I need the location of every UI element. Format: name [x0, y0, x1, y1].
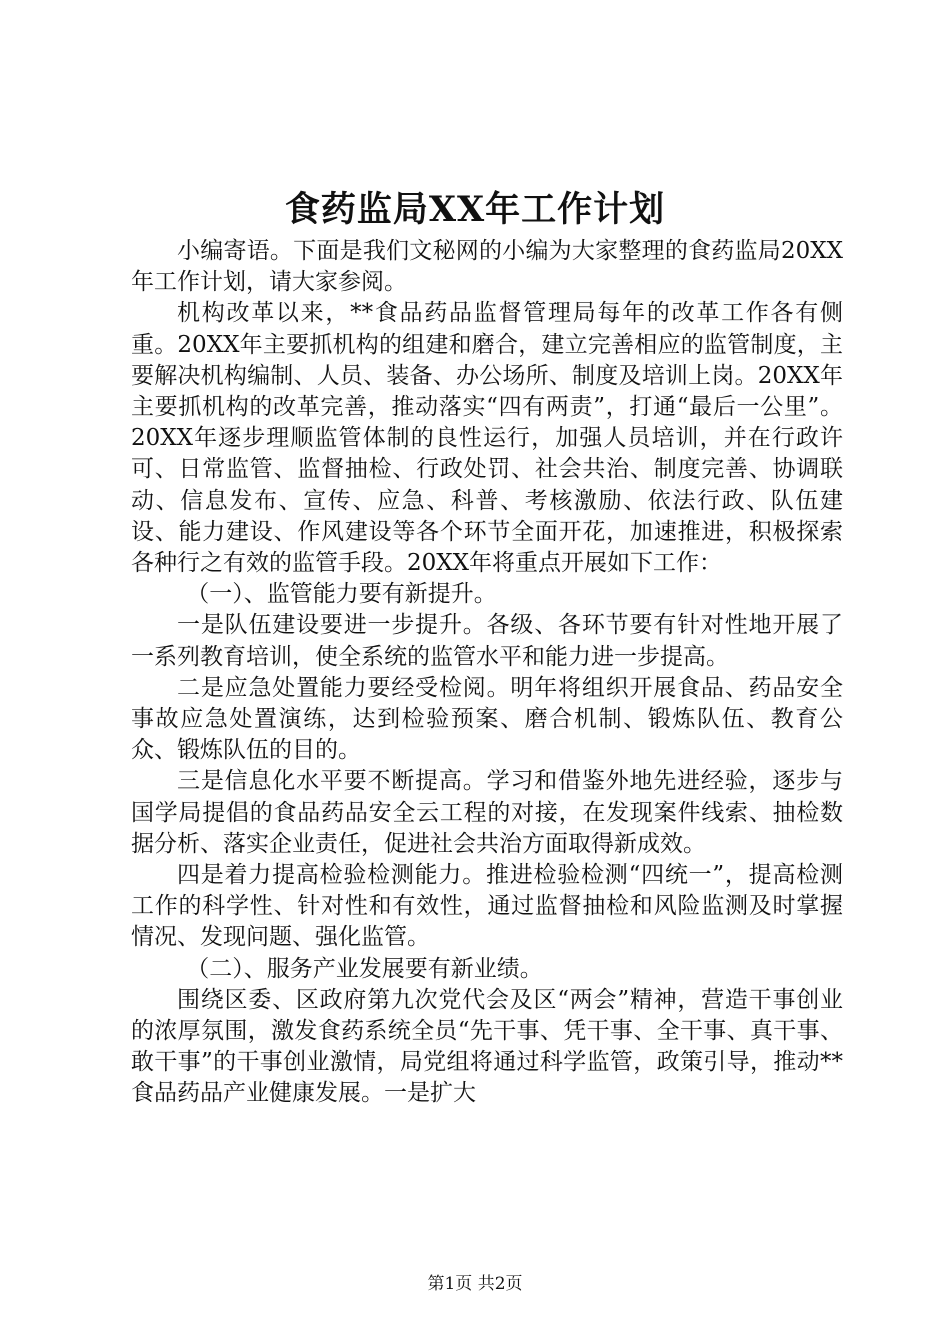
paragraph-item-1: 一是队伍建设要进一步提升。各级、各环节要有针对性地开展了一系列教育培训，使全系统的监管水平和能力进一步提高。: [131, 612, 843, 670]
section-heading-1: （一）、监管能力要有新提升。: [186, 581, 497, 608]
paragraph-service: 围绕区委、区政府第九次党代会及区“两会”精神，营造干事创业的浓厚氛围，激发食药系统全员“先干事、凭干事、全干事、真干事、敢干事”的干事创业激情，局党组将通过科学监管，政策引导，推动**食品药品产业健康发展。一是扩大: [131, 986, 843, 1107]
section-heading-2: （二）、服务产业发展要有新业绩。: [186, 955, 543, 982]
document-title: 食药监局XX年工作计划: [284, 189, 666, 230]
page-footer: 第1页 共2页: [427, 1274, 523, 1294]
paragraph-intro: 小编寄语。下面是我们文秘网的小编为大家整理的食药监局20XX年工作计划，请大家参阅。: [131, 238, 843, 296]
paragraph-item-2: 二是应急处置能力要经受检阅。明年将组织开展食品、药品安全事故应急处置演练，达到检验预案、磨合机制、锻炼队伍、教育公众、锻炼队伍的目的。: [131, 674, 843, 764]
paragraph-item-3: 三是信息化水平要不断提高。学习和借鉴外地先进经验，逐步与国学局提倡的食品药品安全云工程的对接，在发现案件线索、抽检数据分析、落实企业责任，促进社会共治方面取得新成效。: [131, 768, 843, 857]
document-body: [131, 236, 843, 1110]
paragraph-reform: 机构改革以来，**食品药品监督管理局每年的改革工作各有侧重。20XX年主要抓机构的组建和磨合，建立完善相应的监管制度，主要解决机构编制、人员、装备、办公场所、制度及培训上岗。20XX年主要抓机构的改革完善，推动落实“四有两责”，打通“最后一公里”。20XX年逐步理顺监管体制的良性运行，加强人员培训，并在行政许可、日常监管、监督抽检、行政处罚、社会共治、制度完善、协调联动、信息发布、宣传、应急、科普、考核激励、依法行政、队伍建设、能力建设、作风建设等各个环节全面开花，加速推进，积极探索各种行之有效的监管手段。20XX年将重点开展如下工作：: [131, 300, 843, 577]
paragraph-item-4: 四是着力提高检验检测能力。推进检验检测“四统一”，提高检测工作的科学性、针对性和有效性，通过监督抽检和风险监测及时掌握情况、发现问题、强化监管。: [131, 862, 843, 951]
